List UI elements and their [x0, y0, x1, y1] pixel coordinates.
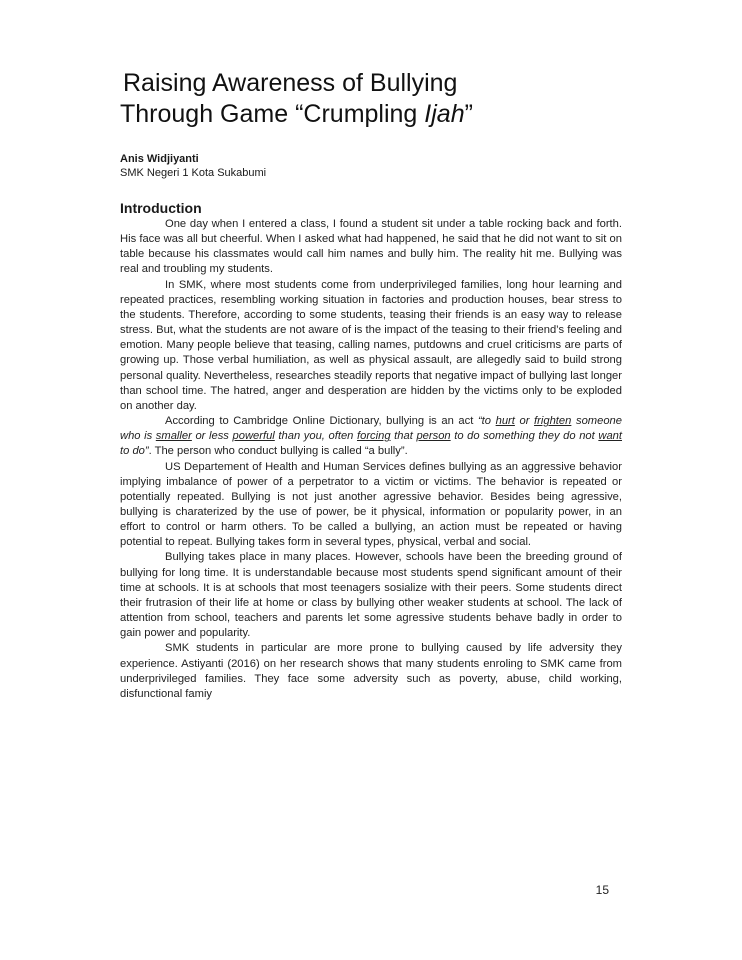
quote-link-frighten: frighten: [534, 415, 572, 428]
paragraph-3-intro: According to Cambridge Online Dictionary, bullying is an act: [165, 415, 474, 428]
section-heading: Introduction: [120, 200, 202, 216]
quote-text: or less: [191, 430, 233, 443]
paragraph-3-end: . The person who conduct bullying is called “a bully”.: [148, 445, 408, 458]
title-line-2-prefix: Through Game “Crumpling: [120, 100, 425, 128]
paper-title: [120, 68, 640, 130]
author-name: Anis Widjiyanti: [120, 153, 199, 165]
quote-text: or: [514, 415, 535, 428]
body-text: [120, 217, 622, 702]
title-line-1: Raising Awareness of Bullying: [123, 69, 458, 97]
paragraph-2: In SMK, where most students come from underprivileged families, long hour learning and repeated practices, resembling working situation in factories and production houses, bear stress to the students. Therefore, according to some students, teasing their friends is an easy way to release stress. But, what the students are not aware of is the impact of the teasing to their friend’s feeling and emotion. Many people believe that teasing, calling names, putdowns and cruel criticisms are parts of growing up. Those verbal humiliation, as well as physical assault, are allegedly said to build strong personal quality. Nevertheless, researches steadily reports that negative impact of bullying last longer than school time. The hatred, anger and desperation are hidden by the victims only to be exploded on another day.: [120, 278, 622, 412]
title-line-2-suffix: ”: [464, 100, 473, 128]
paragraph-5: Bullying takes place in many places. However, schools have been the breeding ground of bullying for long time. It is understandable because most students spend significant amount of their time at schools. It is at schools that most teenagers sosialize with their peers. Some students direct their frutrasion of their life at home or class by bullying other weaker students at school. The lack of attention from school, teachers and parents let some agressive students behave badly in order to gain power and popularity.: [120, 551, 622, 640]
quote-link-hurt: hurt: [495, 415, 515, 428]
quote-link-smaller: smaller: [155, 430, 192, 443]
quote-text: that: [390, 430, 417, 443]
quote-link-want: want: [598, 430, 622, 443]
quote-text: than you, often: [274, 430, 357, 443]
quote-text: “to: [477, 415, 496, 428]
quote-link-person: person: [416, 430, 451, 443]
paragraph-4: US Departement of Health and Human Services defines bullying as an aggressive behavior implying imbalance of power of a perpetrator to a victim or victims. The behavior is repeated or potentially repeated. Bullying is not just another agressive behavior. Besides being agressive, bullying is charaterized by the use of power, be it physical, information or popularity power, in an effort to control or harm others. To be called a bullying, an action must be repeated or having potential to repeat. Bullying takes form in several types, physical, verbal and social.: [120, 460, 622, 549]
paragraph-6: SMK students in particular are more prone to bullying caused by life adversity they experience. Astiyanti (2016) on her research shows that many students enroling to SMK came from underprivileged families. They face some adversity such as poverty, abuse, child working, disfunctional famiy: [120, 642, 622, 700]
paragraph-1: One day when I entered a class, I found a student sit under a table rocking back and forth. His face was all but cheerful. When I asked what had happened, he said that he did not want to sit on table because his classmates would call him names and bully him. The reality hit me. Bullying was real and troubling my students.: [120, 218, 622, 276]
paragraph-3: [120, 414, 622, 459]
quote-text: someone who is: [120, 415, 622, 443]
title-italic-word: Ijah: [424, 100, 465, 128]
title-line-2: [120, 99, 640, 130]
quote-link-powerful: powerful: [232, 430, 275, 443]
quote-text: to do”: [120, 445, 149, 458]
author-affiliation: SMK Negeri 1 Kota Sukabumi: [120, 167, 267, 179]
quote-text: to do something they do not: [450, 430, 599, 443]
page-number: 15: [595, 883, 609, 897]
author-block: [120, 152, 620, 180]
quote-link-forcing: forcing: [356, 430, 391, 443]
